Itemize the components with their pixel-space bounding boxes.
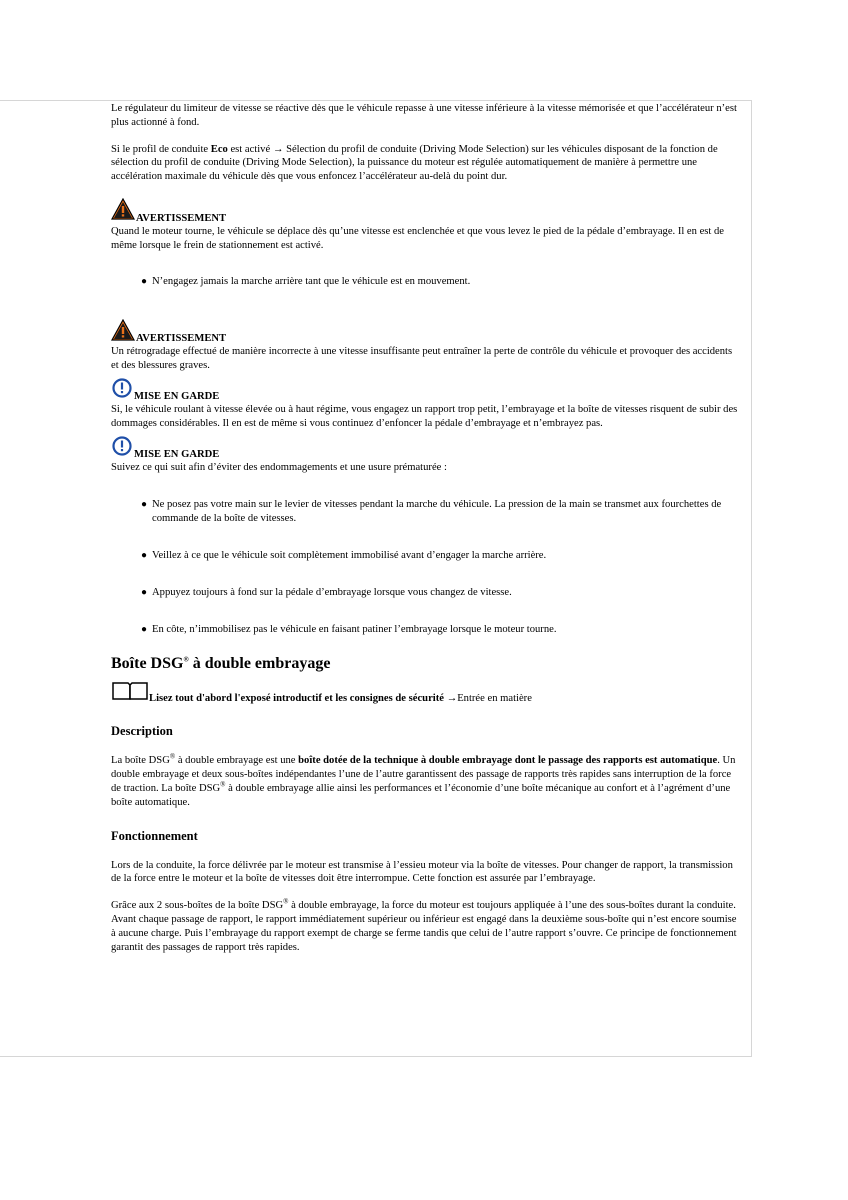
list-item-text: Appuyez toujours à fond sur la pédale d’embrayage lorsque vous changez de vitesse. [152,586,512,598]
list-item-text: N’engagez jamais la marche arrière tant que le véhicule est en mouvement. [152,275,471,287]
read-first-bold: Lisez tout d'abord l'exposé introductif et les consignes de sécurité [149,693,444,705]
warning-bullets [111,275,741,289]
entry-link[interactable]: →Entrée en matière [443,693,532,705]
bullet-icon: ● [141,586,148,598]
text: à double embrayage est une [175,755,299,767]
text: La boîte DSG [111,755,170,767]
read-first-line [111,683,741,705]
warning-text: Quand le moteur tourne, le véhicule se déplace dès qu’une vitesse est enclenchée et que vous levez le pied de la pédale d’embrayage. Il en est de même lorsque le frein de stationnement est activé. [111,225,724,251]
caution-block-2 [111,439,741,637]
warning-text: Un rétrogradage effectué de manière incorrecte à une vitesse insuffisante peut entraîner la perte de contrôle du véhicule et provoquer des accidents et des blessures graves. [111,346,733,372]
paragraph-description [111,754,741,809]
bullet-icon: ● [141,549,148,561]
eco-bold: Eco [210,143,228,155]
registered-mark: ® [169,752,176,761]
paragraph-regulator: Le régulateur du limiteur de vitesse se réactive dès que le véhicule repasse à une vitesse inférieure à la vitesse mémorisée et que l’accélérateur n’est plus actionné à fond. [111,103,737,128]
list-item [111,498,741,526]
caution-header [111,381,741,403]
section-title [111,654,741,674]
caution-block-1 [111,381,741,431]
title-text: Boîte DSG [111,655,184,673]
heading-fonctionnement: Fonctionnement [111,828,198,843]
list-item-text: En côte, n’immobilisez pas le véhicule en faisant patiner l’embrayage lorsque le moteur tourne. [152,623,557,635]
registered-mark: ® [283,897,289,906]
list-item-text: Ne posez pas votre main sur le levier de vitesses pendant la marche du véhicule. La pression de la main se transmet aux fourchettes de commande de la boîte de vitesses. [152,499,722,525]
text: à double embrayage allie ainsi les performances et l’économie d’une boîte mécanique au confort et à l’agrément d’une boîte automatique. [111,782,731,808]
bullet-icon: ● [141,275,148,287]
text: Si le profil de conduite [111,143,211,155]
list-item [111,586,741,600]
paragraph-fonctionnement-2 [111,899,741,954]
read-first-text [149,693,532,705]
warning-header [111,201,741,225]
list-item [111,549,741,563]
caution-bullets [111,498,741,636]
paragraph-fonctionnement-1: Lors de la conduite, la force délivrée par le moteur est transmise à l’essieu moteur via la boîte de vitesses. Pour changer de rapport, la transmission de la force entre le moteur et la boîte de vitesses doit être interrompue. Cette fonction est assurée par l’embrayage. [111,859,733,885]
warning-triangle-icon [111,319,135,346]
warning-triangle-icon [111,198,135,225]
caution-label: MISE EN GARDE [134,390,220,402]
bullet-icon: ● [141,623,148,635]
warning-label: AVERTISSEMENT [136,333,227,345]
text: Grâce aux 2 sous-boîtes de la boîte DSG [111,900,284,912]
warning-block-2 [111,321,741,373]
text: est activé → Sélection du profil de conduite (Driving Mode Selection) sur les véhicules disposant de la fonction de sélection du profil de conduite (Driving Mode Selection), la puissance du moteur est régulée automatiquement de manière à permettre une accélération maximale du véhicule dès que vous enfoncez l’accélérateur au-delà du point dur. [111,143,718,183]
warning-block-1 [111,201,741,288]
caution-text: Si, le véhicule roulant à vitesse élevée ou à haut régime, vous engagez un rapport trop petit, l’embrayage et la boîte de vitesses risquent de subir des dommages considérables. Il en est de même si vous continuez d’enfoncer la pédale d’embrayage et n’embrayez pas. [111,403,738,429]
caution-circle-icon [111,436,133,461]
list-item [111,275,741,289]
paragraph-eco [111,143,741,184]
description-bold: boîte dotée de la technique à double embrayage dont le passage des rapports est automatique [298,755,718,767]
warning-header [111,321,741,345]
list-item [111,623,741,637]
registered-mark: ® [183,656,189,665]
document-content [111,102,741,954]
book-icon [111,681,149,706]
caution-circle-icon [111,378,133,403]
title-text: à double embrayage [188,655,331,673]
text: à double embrayage, la force du moteur est toujours appliquée à l’une des sous-boîtes durant la conduite. Avant chaque passage de rapport, le rapport immédiatement supérieur ou inférieur est engagé dans la deuxième sous-boîte qui n’est encore soumise à aucune charge. Puis l’embrayage du rapport exempt de charge se ferme tandis que celui de l’autre rapport s’ouvre. Ce principe de fonctionnement garantit des passages de rapport très rapides. [111,900,737,953]
list-item-text: Veillez à ce que le véhicule soit complètement immobilisé avant d’engager la marche arrière. [152,549,547,561]
bullet-icon: ● [141,499,148,511]
warning-label: AVERTISSEMENT [136,212,227,224]
registered-mark: ® [220,780,226,789]
heading-description: Description [111,724,173,739]
caution-header [111,439,741,461]
text: . Un double embrayage et deux sous-boîtes indépendantes l’une de l’autre garantissent des passage de rapports très rapides sans interruption de la force de traction. La boîte DSG [111,755,736,794]
caution-text: Suivez ce qui suit afin d’éviter des endommagements et une usure prématurée : [111,461,447,473]
caution-label: MISE EN GARDE [134,448,220,460]
